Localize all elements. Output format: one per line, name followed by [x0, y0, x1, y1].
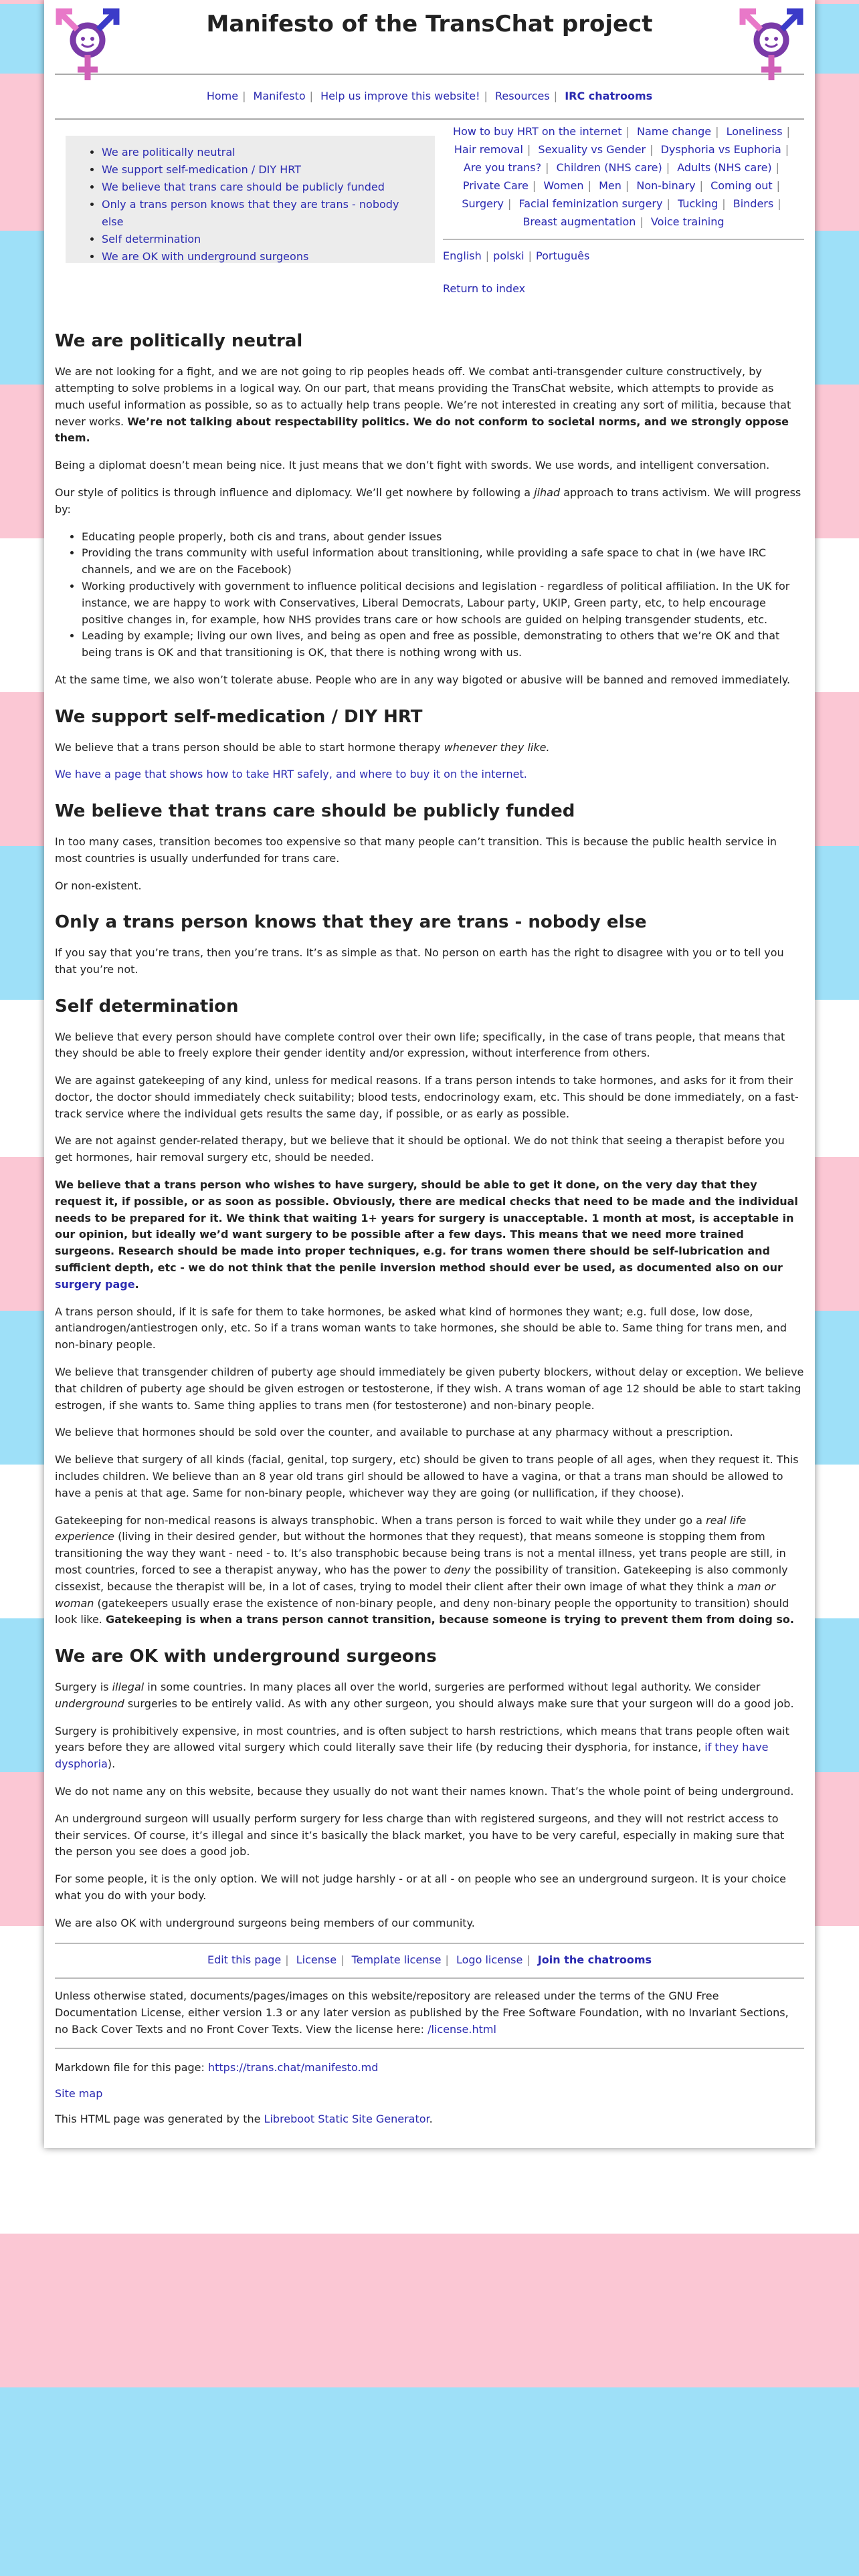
transgender-symbol-logo-icon: [735, 5, 808, 86]
resource-links: How to buy HRT on the internet | Name change | Loneliness | Hair removal | Sexuality vs Gender | Dysphoria vs Euphoria | Are you trans? | Children (NHS care) | Adults (NHS care) | Private Care | Women | Men | Non-binary | Coming out | Surgery | Facial feminization surgery | Tucking | Binders | Breast augmentation | Voice training: [453, 124, 790, 228]
nav-link-resources[interactable]: Resources: [495, 90, 550, 102]
list-item: • Educating people properly, both cis and trans, about gender issues: [82, 529, 804, 546]
paragraph: We believe that hormones should be sold over the counter, and available to purchase at any pharmacy without a prescription.: [55, 1426, 733, 1439]
resource-link[interactable]: Children (NHS care): [556, 160, 662, 174]
paragraph: At the same time, we also won’t tolerate abuse. People who are in any way bigoted or abusive will be banned and removed immediately.: [55, 673, 791, 686]
language-link-english[interactable]: English: [443, 249, 482, 262]
paragraph: For some people, it is the only option. We will not judge harshly - or at all - on people who see an underground surgeon. It is your choice what you do with your body.: [55, 1872, 786, 1902]
paragraph: Surgery is illegal in some countries. In many places all over the world, surgeries are performed without legal authority. We consider underground surgeries to be entirely valid. As with any other surgeon, you should always make sure that your surgeon will do a good job.: [55, 1681, 794, 1710]
paragraph: An underground surgeon will usually perform surgery for less charge than with registered surgeons, and they will not restrict access to their services. Of course, it’s illegal and since it’s basically the black market, you have to be very careful, especially in making sure that the person you see does a good job.: [55, 1812, 785, 1858]
resource-link[interactable]: Name change: [636, 124, 712, 138]
section-heading: Self determination: [55, 996, 239, 1016]
paragraph: If you say that you’re trans, then you’re trans. It’s as simple as that. No person on earth has the right to disagree with you or to tell you that you’re not.: [55, 946, 784, 976]
resource-link[interactable]: Hair removal: [454, 142, 523, 156]
nav-link-irc[interactable]: IRC chatrooms: [565, 90, 653, 102]
toc-link[interactable]: We believe that trans care should be publicly funded: [102, 180, 385, 193]
generator-link[interactable]: Libreboot Static Site Generator: [264, 2113, 430, 2126]
nav-link-help[interactable]: Help us improve this website!: [320, 90, 480, 102]
section-heading: We are politically neutral: [55, 331, 303, 352]
paragraph: Our style of politics is through influence and diplomacy. We’ll get nowhere by following a jihad approach to trans activism. We will progress by:: [55, 486, 801, 516]
logo-license-link[interactable]: Logo license: [456, 1953, 523, 1966]
site-map-link[interactable]: Site map: [55, 2086, 103, 2100]
divider: [443, 239, 804, 240]
paragraph: We are not against gender-related therapy, but we believe that it should be optional. We do not think that seeing a therapist before you get hormones, hair removal surgery etc, should be needed.: [55, 1134, 785, 1164]
page-card: [44, 0, 815, 2148]
footer: [55, 1988, 804, 2128]
surgery-page-link[interactable]: surgery page: [55, 1277, 135, 1291]
resource-link[interactable]: Loneliness: [726, 124, 783, 138]
language-link-portugues[interactable]: Português: [536, 249, 590, 262]
resource-link[interactable]: Coming out: [710, 179, 773, 192]
side-panel: [443, 122, 804, 314]
resource-link[interactable]: Men: [599, 179, 622, 192]
resource-link[interactable]: Dysphoria vs Euphoria: [660, 142, 781, 156]
bullet-list: [55, 529, 804, 661]
dysphoria-link[interactable]: if they have dysphoria: [55, 1741, 769, 1771]
paragraph: We believe that transgender children of puberty age should immediately be given puberty blockers, without delay or exception. We believe that children of puberty age should be given estrogen or testosterone, if they wish. A trans woman of age 12 should be able to start taking estrogen, if she wants to. Same thing applies to trans men (for testosterone) and non-binary people.: [55, 1366, 804, 1412]
divider: [55, 1977, 804, 1979]
divider: [55, 2048, 804, 2049]
divider: [55, 118, 804, 120]
license-link[interactable]: License: [296, 1953, 337, 1966]
markdown-source: Markdown file for this page: https://trans.chat/manifesto.md: [55, 2060, 379, 2074]
resource-link[interactable]: Private Care: [462, 179, 529, 192]
join-chatrooms-link[interactable]: Join the chatrooms: [537, 1953, 652, 1966]
paragraph: We are also OK with underground surgeons being members of our community.: [55, 1916, 475, 1929]
resource-link[interactable]: Tucking: [677, 197, 719, 210]
section-heading: We believe that trans care should be publicly funded: [55, 801, 575, 822]
section-heading: We are OK with underground surgeons: [55, 1646, 437, 1667]
section-heading: We support self-medication / DIY HRT: [55, 706, 423, 727]
hrt-guide-link[interactable]: We have a page that shows how to take HRT safely, and where to buy it on the internet.: [55, 768, 527, 781]
paragraph: In too many cases, transition becomes too expensive so that many people can’t transition. This is because the public health service in most countries is usually underfunded for trans care.: [55, 835, 777, 865]
resource-link[interactable]: Voice training: [650, 215, 725, 228]
toc-link[interactable]: Self determination: [102, 232, 201, 245]
resource-link[interactable]: Adults (NHS care): [677, 160, 772, 174]
resource-link[interactable]: Facial feminization surgery: [518, 197, 663, 210]
license-text: Unless otherwise stated, documents/pages/images on this website/repository are released under the terms of the GNU Free Documentation License, either version 1.3 or any later version as published by the Free Software Foundation, with no Invariant Sections, no Back Cover Texts and no Front Cover Texts. View the license here: /license.html: [55, 1990, 789, 2036]
resource-link[interactable]: Breast augmentation: [522, 215, 636, 228]
paragraph: We are against gatekeeping of any kind, unless for medical reasons. If a trans person intends to take hormones, and asks for it from their doctor, the doctor should immediately check suitability; blood tests, endocrinology exam, etc. This should be done immediately, on a fast-track service where the individual gets results the same day, if possible, or as early as possible.: [55, 1074, 799, 1120]
paragraph: We believe that every person should have complete control over their own life; specifically, in the case of trans people, that means that they should be able to freely explore their gender identity and/or expression, without interference from others.: [55, 1030, 785, 1060]
resource-link[interactable]: Women: [543, 179, 584, 192]
paragraph: Being a diplomat doesn’t mean being nice. It just means that we don’t fight with swords. We use words, and intelligent conversation.: [55, 459, 770, 472]
template-license-link[interactable]: Template license: [351, 1953, 442, 1966]
table-of-contents: [66, 136, 435, 263]
toc-link[interactable]: We are OK with underground surgeons: [102, 249, 309, 263]
language-link-polski[interactable]: polski: [493, 249, 524, 262]
list-item: • Leading by example; living our own lives, and being as open and free as possible, demonstrating to others that we’re OK and that being trans is OK and that transitioning is OK, that there is nothing wrong with us.: [82, 628, 804, 661]
resource-link[interactable]: Sexuality vs Gender: [538, 142, 646, 156]
main-nav: Home | Manifesto | Help us improve this website! | Resources | IRC chatrooms: [206, 90, 653, 102]
license-html-link[interactable]: /license.html: [427, 2022, 496, 2036]
paragraph: Or non-existent.: [55, 879, 142, 892]
toc-link[interactable]: Only a trans person knows that they are trans - nobody else: [102, 197, 399, 228]
main-content: [55, 330, 804, 1931]
toc-link[interactable]: We support self-medication / DIY HRT: [102, 163, 301, 176]
paragraph: Surgery is prohibitively expensive, in most countries, and is often subject to harsh restrictions, which means that trans people often wait years before they are allowed vital surgery which could literally save their life (by reducing their dysphoria, for instance, if they have dysphoria).: [55, 1724, 789, 1771]
section-heading: Only a trans person knows that they are trans - nobody else: [55, 912, 647, 933]
resource-link[interactable]: How to buy HRT on the internet: [453, 124, 622, 138]
resource-link[interactable]: Non-binary: [636, 179, 696, 192]
edit-page-link[interactable]: Edit this page: [207, 1953, 282, 1966]
markdown-file-link[interactable]: https://trans.chat/manifesto.md: [207, 2060, 379, 2074]
resource-link[interactable]: Are you trans?: [463, 160, 542, 174]
resource-link[interactable]: Surgery: [462, 197, 504, 210]
paragraph: We do not name any on this website, because they usually do not want their names known. That’s the whole point of being underground.: [55, 1784, 794, 1798]
paragraph: We believe that surgery of all kinds (facial, genital, top surgery, etc) should be given to trans people of all ages, when they request it. This includes children. We believe than an 8 year old trans girl should be allowed to have a vagina, or that a trans man should be allowed to have a penis at that age. Same for non-binary people, whichever way they are going (or nullification, if they choose).: [55, 1453, 799, 1499]
nav-link-home[interactable]: Home: [206, 90, 239, 102]
generator-credit: This HTML page was generated by the Libreboot Static Site Generator.: [55, 2113, 433, 2126]
return-to-index-link[interactable]: Return to index: [443, 282, 526, 295]
toc-link[interactable]: We are politically neutral: [102, 145, 235, 158]
paragraph: A trans person should, if it is safe for them to take hormones, be asked what kind of hormones they want; e.g. full dose, low dose, antiandrogen/antiestrogen only, etc. So if a trans woman wants to take hormones, she should be able to. Same thing for trans men, and non-binary people.: [55, 1305, 787, 1352]
paragraph: Gatekeeping for non-medical reasons is always transphobic. When a trans person is forced to wait while they under go a real life experience (living in their desired gender, but without the hormones that they request), that means someone is stopping them from transitioning the way they want - need - to. It’s also transphobic because being trans is not a mental illness, yet trans people are still, in most countries, forced to see a therapist anyway, who has the power to deny the possibility of transition. Gatekeeping is also commonly cissexist, because the therapist will be, in a lot of cases, trying to model their client after their own image of what they think a man or woman (gatekeepers usually erase the existence of non-binary people, and deny non-binary people the opportunity to transition) should look like. Gatekeeping is when a trans person cannot transition, because someone is trying to prevent them from doing so.: [55, 1513, 794, 1626]
transgender-symbol-logo-icon: [51, 5, 124, 86]
nav-link-manifesto[interactable]: Manifesto: [253, 90, 306, 102]
resource-link[interactable]: Binders: [733, 197, 774, 210]
paragraph: We believe that a trans person should be able to start hormone therapy whenever they like.: [55, 740, 550, 754]
list-item: • Working productively with government to influence political decisions and legislation - regardless of political affiliation. In the UK for instance, we are happy to work with Conservatives, Liberal Democrats, Labour party, UKIP, Green party, etc, to help encourage positive changes in, for example, how NHS provides trans care or how schools are guided on helping transgender students, etc.: [82, 578, 804, 628]
paragraph: We believe that a trans person who wishes to have surgery, should be able to get it done, on the very day that they request it, if possible, or as soon as possible. Obviously, there are medical checks that need to be made and the individual needs to be prepared for it. We think that waiting 1+ years for surgery is unacceptable. 1 month at most, is acceptable in our opinion, but ideally we’d want surgery to be possible after a few days. This means that we need more trained surgeons. Research should be made into proper techniques, e.g. for trans women there should be self-lubrication and sufficient depth, etc - we do not think that the penile inversion method should ever be used, as documented also on our surgery page.: [55, 1178, 798, 1291]
paragraph: We are not looking for a fight, and we are not going to rip peoples heads off. We combat anti-transgender culture constructively, by attempting to solve problems in a logical way. On our part, that means providing the TransChat website, which attempts to provide as much useful information as possible, so as to actually help trans people. We’re not interested in creating any sort of militia, because that never works. We’re not talking about respectability politics. We do not conform to societal norms, and we strongly oppose them.: [55, 365, 791, 445]
footer-nav: Edit this page | License | Template license | Logo license | Join the chatrooms: [207, 1953, 652, 1966]
language-selector: English | polski | Português: [443, 249, 590, 262]
list-item: • Providing the trans community with useful information about transitioning, while providing a safe space to chat in (we have IRC channels, and we are on the Facebook): [82, 545, 804, 578]
page-title: Manifesto of the TransChat project: [206, 11, 653, 37]
